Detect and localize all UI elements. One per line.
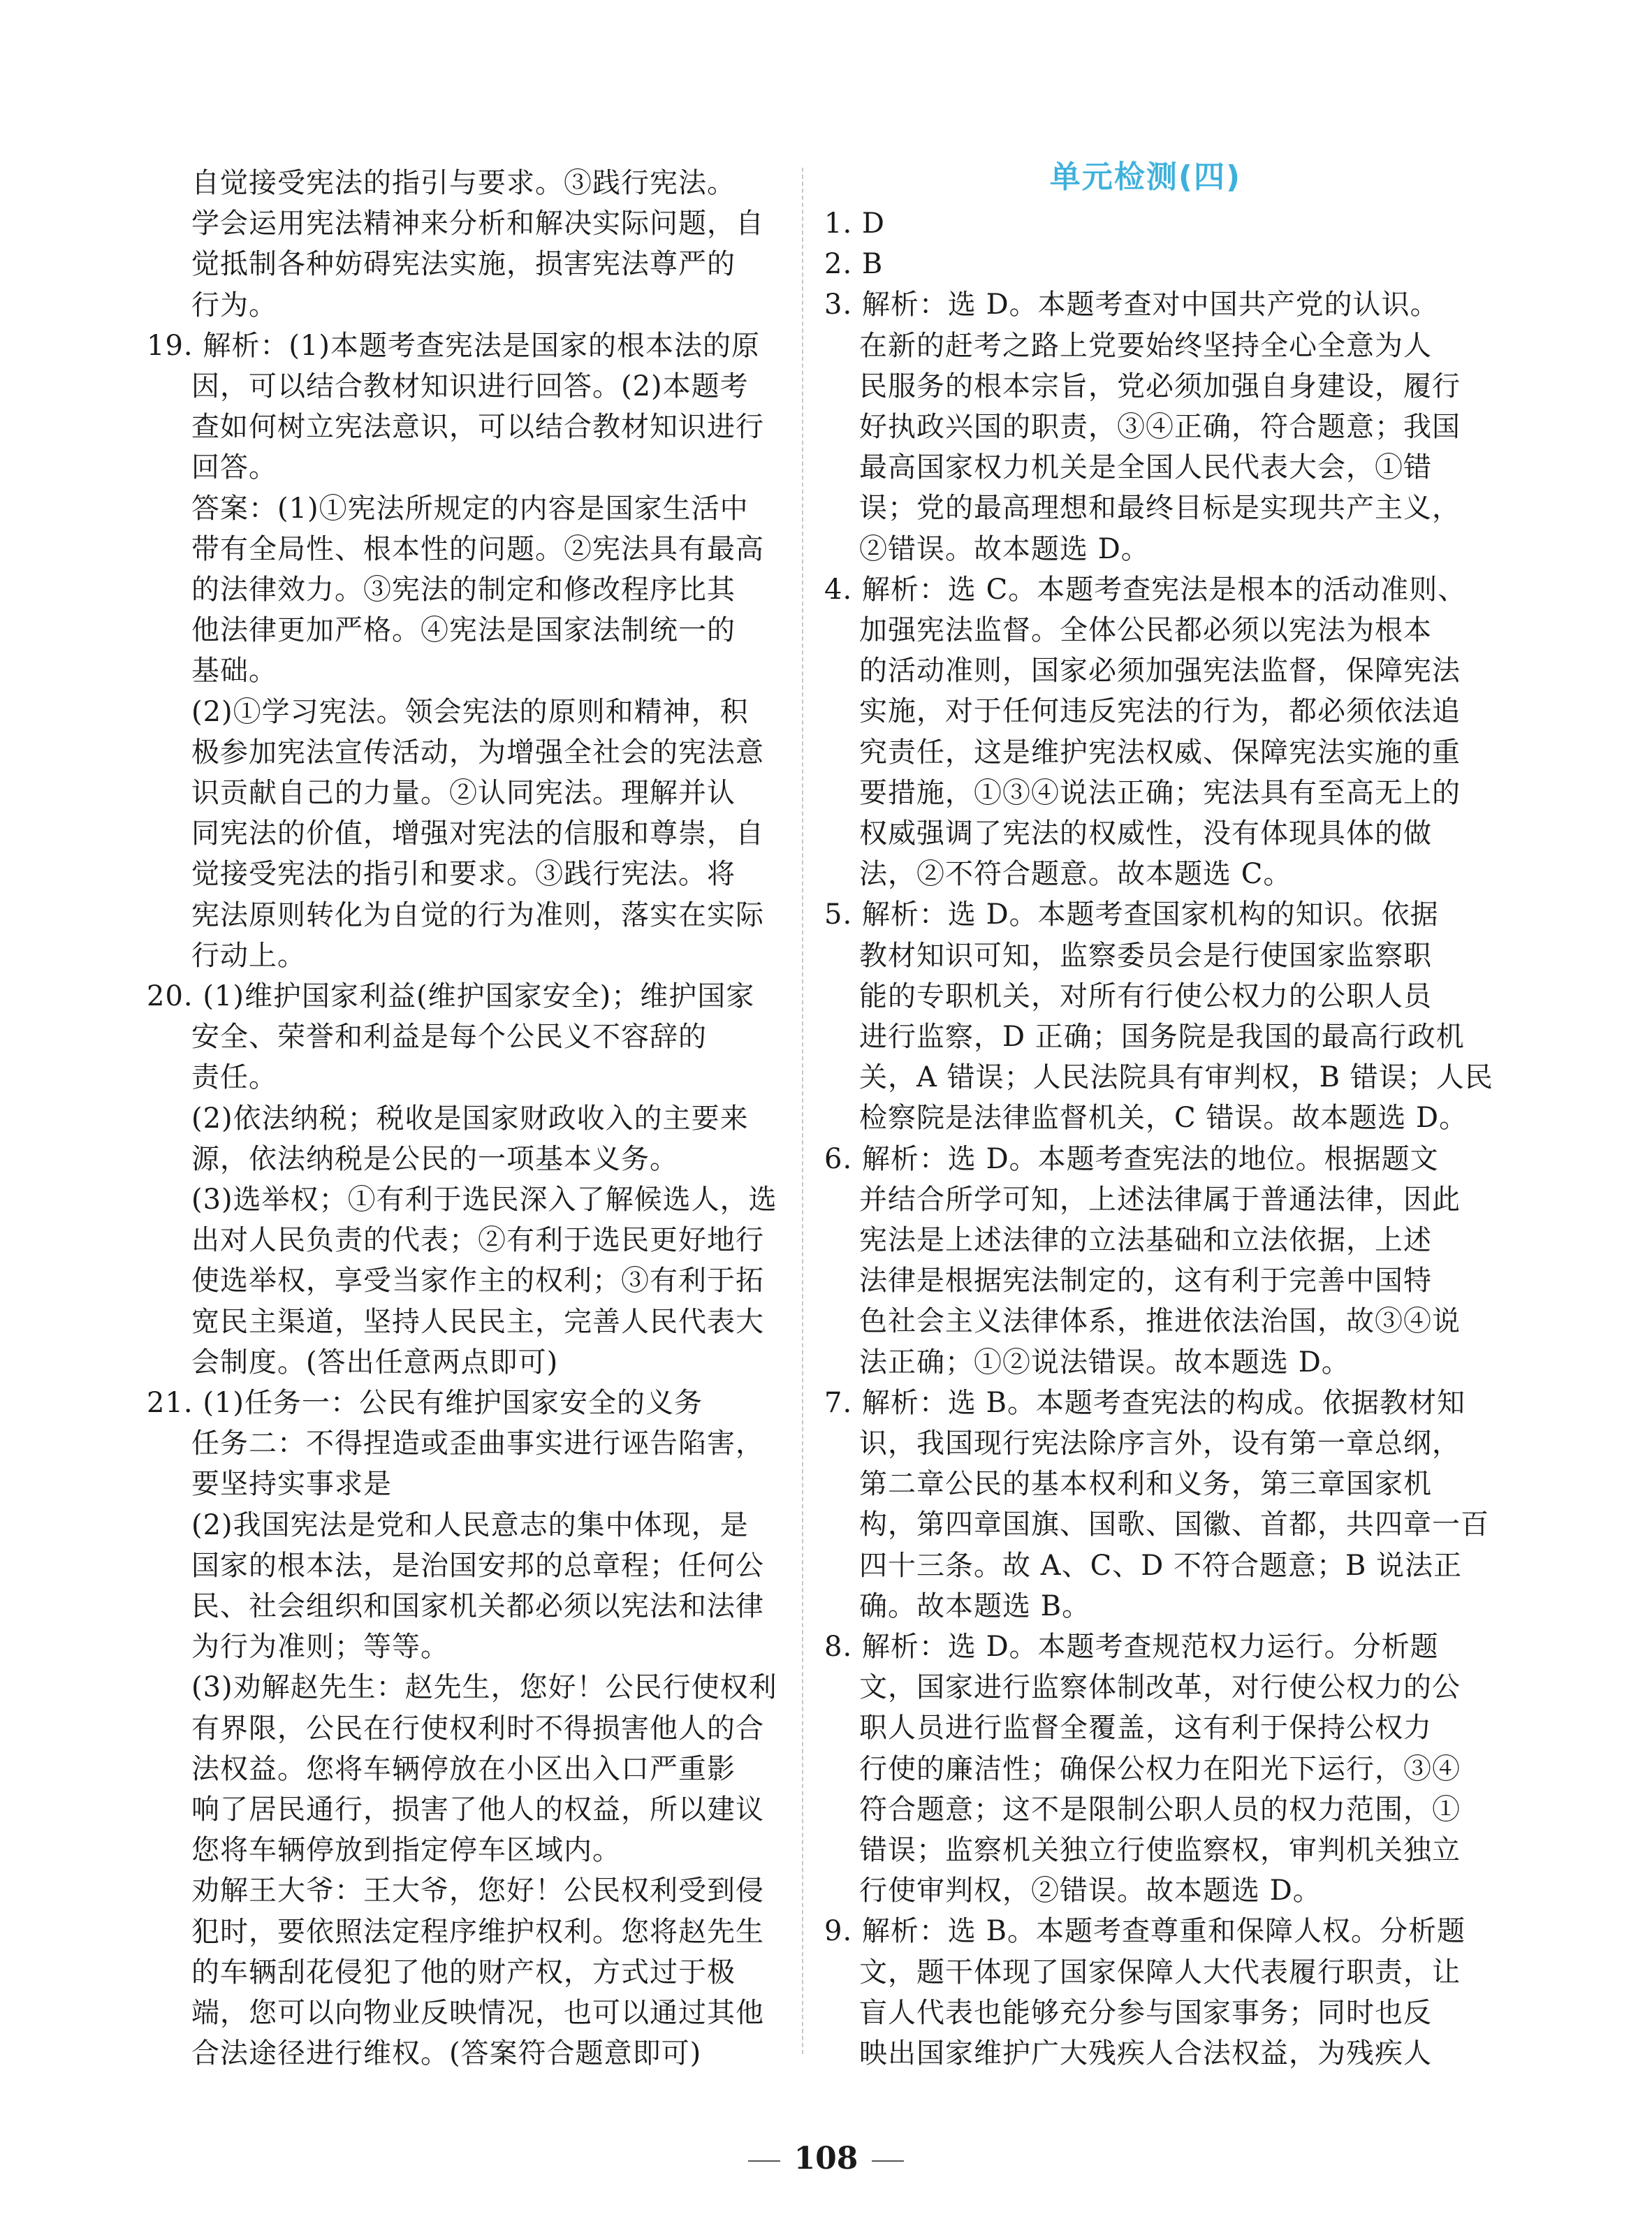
right-text-line: 第二章公民的基本权利和义务，第三章国家机 [859,1468,1432,1500]
left-text-line: 21. (1)任务一：公民有维护国家安全的义务 [147,1387,703,1419]
left-text-line: 的法律效力。③宪法的制定和修改程序比其 [191,574,736,606]
right-text-line: 映出国家维护广大残疾人合法权益，为残疾人 [859,2037,1432,2069]
left-text-line: 查如何树立宪法意识，可以结合教材知识进行 [191,411,764,443]
left-text-line: 的车辆刮花侵犯了他的财产权，方式过于极 [191,1956,736,1988]
right-text-line: 检察院是法律监督机关，C 错误。故本题选 D。 [859,1102,1468,1134]
right-text-line: 法，②不符合题意。故本题选 C。 [859,858,1292,890]
right-text-line: 确。故本题选 B。 [859,1590,1091,1622]
left-text-line: 有界限，公民在行使权利时不得损害他人的合 [191,1712,764,1745]
right-text-line: 四十三条。故 A、C、D 不符合题意；B 说法正 [859,1550,1463,1582]
left-text-line: 自觉接受宪法的指引与要求。③践行宪法。 [191,167,736,199]
left-text-line: 民、社会组织和国家机关都必须以宪法和法律 [191,1590,764,1622]
column-divider [802,168,803,2054]
left-text-line: 为行为准则；等等。 [191,1631,449,1663]
left-text-line: 觉抵制各种妨碍宪法实施，损害宪法尊严的 [191,248,736,280]
left-text-line: 宪法原则转化为自觉的行为准则，落实在实际 [191,899,764,931]
left-text-line: 要坚持实事求是 [191,1468,392,1500]
left-text-line: 劝解王大爷：王大爷，您好！公民权利受到侵 [191,1875,764,1907]
left-text-line: 端，您可以向物业反映情况，也可以通过其他 [191,1997,764,2029]
left-text-line: (3)劝解赵先生：赵先生，您好！公民行使权利 [191,1671,777,1703]
section-title: 单元检测(四) [1049,159,1242,195]
right-text-line: 民服务的根本宗旨，党必须加强自身建设，履行 [859,370,1461,402]
left-text-line: 他法律更加严格。④宪法是国家法制统一的 [191,614,736,646]
left-text-line: 带有全局性、根本性的问题。②宪法具有最高 [191,533,764,565]
page-footer [0,2138,1652,2180]
right-text-line: 职人员进行监督全覆盖，这有利于保持公权力 [859,1712,1432,1744]
right-text-line: 文，国家进行监察体制改革，对行使公权力的公 [859,1671,1461,1703]
right-text-line: 究责任，这是维护宪法权威、保障宪法实施的重 [859,736,1461,769]
left-text-line: 识贡献自己的力量。②认同宪法。理解并认 [191,777,736,809]
right-text-line: 的活动准则，国家必须加强宪法监督，保障宪法 [859,655,1461,687]
left-text-line: 回答。 [191,451,277,483]
left-text-line: 法权益。您将车辆停放在小区出入口严重影 [191,1753,736,1785]
left-text-line: 学会运用宪法精神来分析和解决实际问题，自 [191,208,764,240]
right-text-line: 8. 解析：选 D。本题考查规范权力运行。分析题 [824,1631,1439,1663]
left-text-line: (2)我国宪法是党和人民意志的集中体现，是 [191,1509,749,1541]
left-text-line: 同宪法的价值，增强对宪法的信服和尊崇，自 [191,817,764,850]
left-text-line: 责任。 [191,1061,277,1093]
right-text-line: 识，我国现行宪法除序言外，设有第一章总纲， [859,1427,1461,1460]
right-text-line: 宪法是上述法律的立法基础和立法依据，上述 [859,1224,1432,1256]
left-text-line: 答案：(1)①宪法所规定的内容是国家生活中 [191,493,749,525]
right-text-line: 符合题意；这不是限制公职人员的权力范围，① [859,1794,1461,1826]
left-text-line: 您将车辆停放到指定停车区域内。 [191,1834,621,1866]
left-text-line: 基础。 [191,655,277,687]
left-text-line: 犯时，要依照法定程序维护权利。您将赵先生 [191,1916,764,1948]
right-text-line: 1. D [824,208,885,240]
left-text-line: 响了居民通行，损害了他人的权益，所以建议 [191,1794,764,1826]
right-text-line: 2. B [824,248,884,280]
right-text-line: 最高国家权力机关是全国人民代表大会，①错 [859,451,1432,483]
page-number: 108 [794,2141,858,2176]
left-text-line: 任务二：不得捏造或歪曲事实进行诬告陷害， [191,1427,764,1460]
right-text-line: 教材知识可知，监察委员会是行使国家监察职 [859,940,1432,972]
left-text-line: 觉接受宪法的指引和要求。③践行宪法。将 [191,858,736,890]
right-text-line: 进行监察，D 正确；国务院是我国的最高行政机 [859,1021,1465,1053]
right-text-line: 3. 解析：选 D。本题考查对中国共产党的认识。 [824,289,1439,321]
left-text-line: 合法途径进行维权。(答案符合题意即可) [191,2037,702,2069]
right-text-line: 行使审判权，②错误。故本题选 D。 [859,1875,1322,1907]
right-text-line: 误；党的最高理想和最终目标是实现共产主义， [859,492,1461,524]
left-text-line: 极参加宪法宣传活动，为增强全社会的宪法意 [191,736,764,769]
left-text-line: (2)①学习宪法。领会宪法的原则和精神，积 [191,696,749,728]
left-text-line: (3)选举权；①有利于选民深入了解候选人，选 [191,1184,777,1216]
right-text-line: 行使的廉洁性；确保公权力在阳光下运行，③④ [859,1753,1461,1785]
right-text-line: 并结合所学可知，上述法律属于普通法律，因此 [859,1184,1461,1216]
footer-dash-right [872,2160,904,2162]
right-text-line: 要措施，①③④说法正确；宪法具有至高无上的 [859,777,1461,809]
right-text-line: 能的专职机关，对所有行使公权力的公职人员 [859,980,1432,1012]
right-text-line: 盲人代表也能够充分参与国家事务；同时也反 [859,1997,1432,2029]
right-text-line: 错误；监察机关独立行使监察权，审判机关独立 [859,1834,1461,1866]
right-text-line: 权威强调了宪法的权威性，没有体现具体的做 [859,817,1432,850]
right-text-line: 法正确；①②说法错误。故本题选 D。 [859,1346,1350,1378]
right-text-line: 实施，对于任何违反宪法的行为，都必须依法追 [859,695,1461,727]
right-text-line: 9. 解析：选 B。本题考查尊重和保障人权。分析题 [824,1915,1465,1947]
right-text-line: 好执政兴国的职责，③④正确，符合题意；我国 [859,411,1461,443]
right-text-line: 文，题干体现了国家保障人大代表履行职责，让 [859,1956,1461,1988]
left-text-line: 因，可以结合教材知识进行回答。(2)本题考 [191,370,749,402]
left-text-line: 宽民主渠道，坚持人民民主，完善人民代表大 [191,1306,764,1338]
right-text-line: 6. 解析：选 D。本题考查宪法的地位。根据题文 [824,1143,1439,1175]
right-text-line: 构，第四章国旗、国歌、国徽、首都，共四章一百 [859,1508,1489,1541]
right-text-line: 法律是根据宪法制定的，这有利于完善中国特 [859,1265,1432,1297]
right-text-line: 5. 解析：选 D。本题考查国家机构的知识。依据 [824,899,1439,931]
left-text-line: 源，依法纳税是公民的一项基本义务。 [191,1143,678,1175]
right-text-line: 关，A 错误；人民法院具有审判权，B 错误；人民 [859,1061,1493,1093]
right-text-line: 7. 解析：选 B。本题考查宪法的构成。依据教材知 [824,1387,1465,1419]
right-text-line: 4. 解析：选 C。本题考查宪法是根本的活动准则、 [824,574,1467,606]
left-text-line: 出对人民负责的代表；②有利于选民更好地行 [191,1224,764,1256]
left-text-line: 国家的根本法，是治国安邦的总章程；任何公 [191,1550,764,1582]
left-text-line: 使选举权，享受当家作主的权利；③有利于拓 [191,1265,764,1297]
left-text-line: (2)依法纳税；税收是国家财政收入的主要来 [191,1103,749,1135]
right-text-line: 色社会主义法律体系，推进依法治国，故③④说 [859,1305,1461,1337]
left-text-line: 19. 解析：(1)本题考查宪法是国家的根本法的原 [147,330,760,362]
left-text-line: 安全、荣誉和利益是每个公民义不容辞的 [191,1021,707,1053]
right-text-line: 在新的赶考之路上党要始终坚持全心全意为人 [859,330,1432,362]
left-text-line: 行为。 [191,289,277,321]
right-text-line: ②错误。故本题选 D。 [859,533,1150,565]
footer-dash-left [748,2160,780,2162]
left-text-line: 会制度。(答出任意两点即可) [191,1346,559,1378]
left-text-line: 行动上。 [191,940,306,972]
right-text-line: 加强宪法监督。全体公民都必须以宪法为根本 [859,614,1432,646]
left-text-line: 20. (1)维护国家利益(维护国家安全)；维护国家 [147,980,755,1012]
